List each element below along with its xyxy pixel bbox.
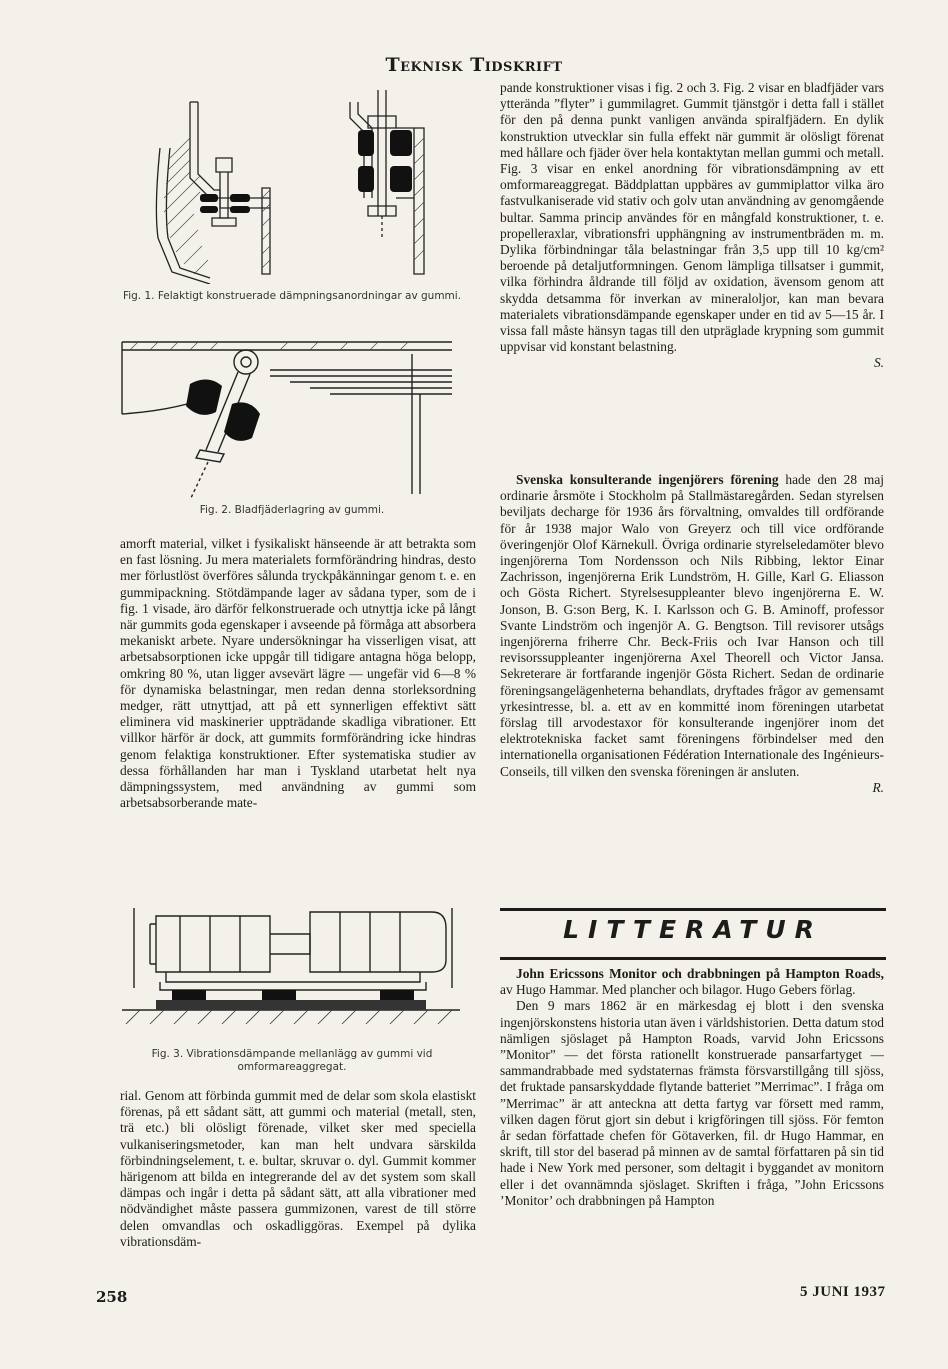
figure-2-drawing	[120, 334, 460, 500]
figure-1-caption: Fig. 1. Felaktigt konstruerade dämpningsanordningar av gummi.	[122, 290, 462, 302]
left-paragraph-1: amorft material, vilket i fysikaliskt hänseende är att betrakta som en fast lösning. Ju mera materialets formförändring hindras, desto mer förlustlöst överföres sålunda tryckpåkänningar genom t. e. en gummipackning. Stötdämpande lager av sådana typer, som de i fig. 1 visade, äro därför felkonstruerade och utnyttja icke på långt när gummits goda egenskaper i avseende på förmåga att absorbera mekaniskt arbete. Nyare undersökningar ha visserligen visat, att arbetsabsorptionen icke uppgår till tidigare antagna höga belopp, omkring 80 %, utan ligger avsevärt lägre — ungefär vid 6—8 % för dynamiska belastningar, men redan denna storleksordning medger, rätt utnyttjad, att på ett synnerligen effektivt sätt eliminera vid maskinerier uppträdande skadliga vibrationer. Ett villkor härför är dock, att gummits formförändring icke hindras genom felaktiga konstruktioner. Efter systematiska studier av dessa förhållanden har man i Tyskland utarbetat helt nya dämpningssystem, med användning av gummi som arbetsabsorberande mate-	[120, 536, 476, 811]
page-number: 258	[96, 1288, 128, 1306]
litteratur-heading: LITTERATUR	[563, 915, 823, 944]
left-column-top-text	[120, 536, 476, 866]
figure-3-caption: Fig. 3. Vibrationsdämpande mellanlägg av gummi vid omformareaggregat.	[151, 1048, 433, 1073]
right-column-association-notice	[500, 472, 884, 892]
issue-date: 5 JUNI 1937	[800, 1284, 886, 1300]
signature-r: R.	[872, 779, 884, 795]
signature-s: S.	[873, 355, 884, 371]
book-details: av Hugo Hammar. Med plancher och bilagor. Hugo Gebers förlag.	[500, 982, 856, 998]
left-column-bottom-text	[120, 1088, 476, 1276]
right-paragraph-1: pande konstruktioner visas i fig. 2 och 3. Fig. 2 visar en bladfjäder vars ytterända ”flyter” i gummilagret. Gummit tjänstgör i detta fall i stället för den på denna punkt vanligen använda spiralfjädern. En dylik konstruktion utvecklar sin fulla effekt när gummit är olösligt förenat med hållare och fjäder över hela kontaktytan mellan gummi och metall. Fig. 3 visar en enkel anordning för vibrationsdämpning av ett omformareaggregat. Bäddplattan uppbäres av gummiplattor vilka äro fastvulkaniserade vid stativ och golv utan användning av genomgående bultar. Samma princip användes för en mångfald konstruktioner, t. e. propelleraxlar, vibrationsfri upphängning av instrumentbräden m. m. Dylika förbindningar tåla belastningar från 3,5 upp till 10 kg/cm² beroende på detaljutformningen. Genom lämpliga tillsatser i gummit, vilka förhindra åldrande till följd av oxidation, ävensom genom att skydda detsamma för inverkan av mineraloljor, kan man bevara materialets vibrationsdämpande egenskaper under en tid av 5—15 år. I vissa fall måste hänsyn tagas till den utpräglade krypning som gummit uppvisar vid konstant belastning.	[500, 80, 884, 355]
right-column-article-end	[500, 80, 884, 460]
left-paragraph-2: rial. Genom att förbinda gummit med de delar som skola elastiskt förenas, på ett sådant sätt, att gummi och material (metall, sten, trä etc.) bli olösligt förenade, vilket sker med speciella vulkaniseringsmetoder, kan man helt undvara särskilda förbindningselement, t. e. bultar, skruvar o. dyl. Gummit kommer härigenom att bilda en integrerande del av det system som skall dämpas och ingår i detta på sådant sätt, att alla vibrationer med nödvändighet måste passera gummizonen, varest de till större delen omvandlas och oskadliggöras. Exempel på dylika vibrationsdäm-	[120, 1088, 476, 1249]
figure-2-caption: Fig. 2. Bladfjäderlagring av gummi.	[199, 504, 385, 516]
journal-header: Teknisk Tidskrift	[385, 54, 563, 76]
figure-3-drawing	[120, 888, 460, 1038]
litteratur-review	[500, 966, 884, 1284]
figure-1-drawing	[150, 88, 460, 284]
book-title: John Ericssons Monitor och drabbningen på Hampton Roads,	[516, 966, 884, 981]
review-body: Den 9 mars 1862 är en märkesdag ej blott i den svenska ingenjörskonstens historia utan även i världshistorien. Detta datum stod nämligen sjöslaget på Hampton Roads, varvid John Ericssons ”Monitor” — det första rationellt konstruerade pansarfartyget — sammandrabbade med sydstaternas främsta försvarstillgång till sjöss, det fruktade pansarskyddade flytande batteriet ”Merrimac”. I fråga om ”Merrimac” är att anteckna att detta fartyg var försett med ramm, vilken dagen förut gjort sin debut i krigföringen till sjöss. För femton år sedan författade chefen för Götaverken, fil. dr Hugo Hammar, en skrift, till stor del baserad på minnen av de samtal författaren på sin tid hade i New York med personer, som deltagit i byggandet av monitorn eller i det ovannämnda sjöslaget. Skriften i fråga, ”John Ericssons ’Monitor’ och drabbningen på Hampton	[500, 998, 884, 1208]
association-title: Svenska konsulterande ingenjörers förening	[516, 472, 779, 487]
association-text: hade den 28 maj ordinarie årsmöte i Stockholm på Stallmästaregården. Sedan styrelsen beviljats decharge för 1936 års förvaltning, omvaldes till ordförande för år 1938 major Walo von Greyerz och till vice ordförande överingenjör Olof Kärnekull. Övriga ordinarie styrelseledamöter blevo ingenjörerna Tom Nordensson och Nils Ribbing, lektor Einar Zachrisson, ingenjörerna Erik Lundström, H. Gille, Karl G. Eliasson och Gösta Richert. Styrelsesuppleanter blevo ingenjörerna E. W. Jonson, B. G:son Berg, K. I. Karlsson och G. B. Aminoff, professor Svante Lindström och ingenjör A. G. Bengtson. Till revisorer utsågs ingenjörerna friherre Chr. Beck-Friis och Ivar Hanson och till revisorssuppleanter ingenjörerna Axel Theorell och Victor Jansa. Sekreterare är fortfarande ingenjör Gösta Richert. Sedan de ordinarie föreningsangelägenheterna behandlats, dryftades frågor av gemensamt yrkesintresse, bl. a. ett av en kommitté inom föreningen utarbetat förslag till arvodestaxor för konsulterande ingenjörer inom det elektrotekniska facket samt föreningens förbindelser med den internationella organisationen Fédération Internationale des Ingénieurs-Conseils, till vilken den svenska föreningen är ansluten.	[500, 472, 884, 779]
